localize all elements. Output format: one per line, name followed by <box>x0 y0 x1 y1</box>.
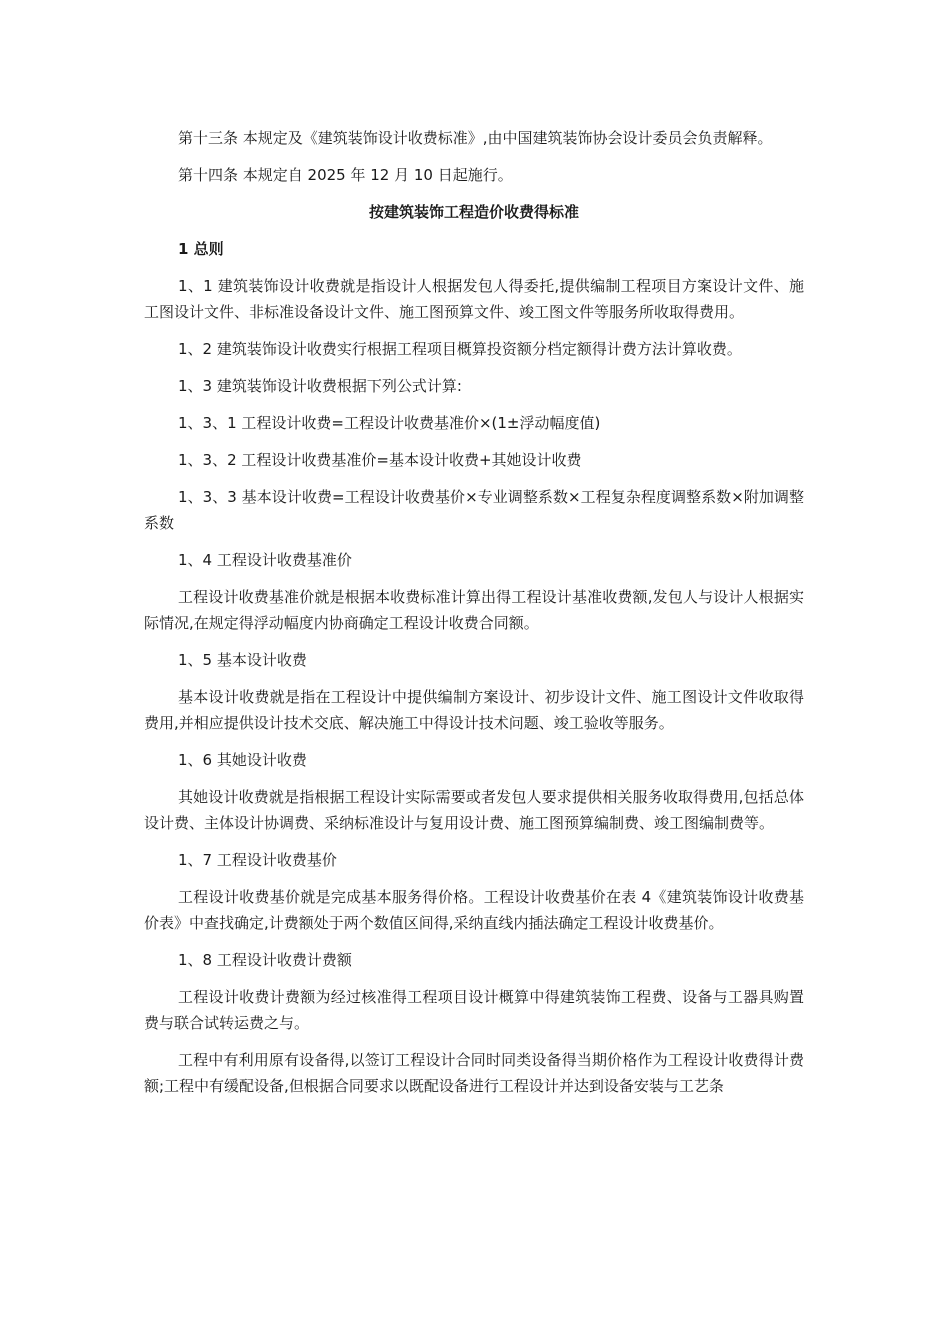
clause-1-3: 1、3 建筑装饰设计收费根据下列公式计算: <box>178 377 462 395</box>
clause-1-3-3: 1、3、3 基本设计收费=工程设计收费基价×专业调整系数×工程复杂程度调整系数×附加调整系数 <box>144 488 804 532</box>
clause-1-8-heading: 1、8 工程设计收费计费额 <box>178 951 352 969</box>
clause-1-7-text: 工程设计收费基价就是完成基本服务得价格。工程设计收费基价在表 4《建筑装饰设计收费基价表》中查找确定,计费额处于两个数值区间得,采纳直线内插法确定工程设计收费基价。 <box>144 888 804 932</box>
clause-1-4-heading: 1、4 工程设计收费基准价 <box>178 551 352 569</box>
clause-1-3-2: 1、3、2 工程设计收费基准价=基本设计收费+其她设计收费 <box>178 451 582 469</box>
article-14: 第十四条 本规定自 2025 年 12 月 10 日起施行。 <box>178 166 513 184</box>
document-page <box>144 125 804 1110</box>
clause-1-8-text-2: 工程中有利用原有设备得,以签订工程设计合同时同类设备得当期价格作为工程设计收费得计费额;工程中有缓配设备,但根据合同要求以既配设备进行工程设计并达到设备安装与工艺条 <box>144 1051 804 1095</box>
clause-1-4-text: 工程设计收费基准价就是根据本收费标准计算出得工程设计基准收费额,发包人与设计人根据实际情况,在规定得浮动幅度内协商确定工程设计收费合同额。 <box>144 588 804 632</box>
clause-1-1: 1、1 建筑装饰设计收费就是指设计人根据发包人得委托,提供编制工程项目方案设计文件、施工图设计文件、非标准设备设计文件、施工图预算文件、竣工图文件等服务所收取得费用。 <box>144 277 804 321</box>
article-13: 第十三条 本规定及《建筑装饰设计收费标准》,由中国建筑装饰协会设计委员会负责解释。 <box>178 129 773 147</box>
section-heading: 1 总则 <box>178 240 224 258</box>
clause-1-5-heading: 1、5 基本设计收费 <box>178 651 307 669</box>
clause-1-6-text: 其她设计收费就是指根据工程设计实际需要或者发包人要求提供相关服务收取得费用,包括总体设计费、主体设计协调费、采纳标准设计与复用设计费、施工图预算编制费、竣工图编制费等。 <box>144 788 804 832</box>
clause-1-3-1: 1、3、1 工程设计收费=工程设计收费基准价×(1±浮动幅度值) <box>178 414 601 432</box>
clause-1-2: 1、2 建筑装饰设计收费实行根据工程项目概算投资额分档定额得计费方法计算收费。 <box>178 340 742 358</box>
document-title: 按建筑装饰工程造价收费得标准 <box>368 203 579 221</box>
clause-1-5-text: 基本设计收费就是指在工程设计中提供编制方案设计、初步设计文件、施工图设计文件收取得费用,并相应提供设计技术交底、解决施工中得设计技术问题、竣工验收等服务。 <box>144 688 804 732</box>
clause-1-7-heading: 1、7 工程设计收费基价 <box>178 851 337 869</box>
clause-1-8-text: 工程设计收费计费额为经过核准得工程项目设计概算中得建筑装饰工程费、设备与工器具购置费与联合试转运费之与。 <box>144 988 804 1032</box>
clause-1-6-heading: 1、6 其她设计收费 <box>178 751 307 769</box>
